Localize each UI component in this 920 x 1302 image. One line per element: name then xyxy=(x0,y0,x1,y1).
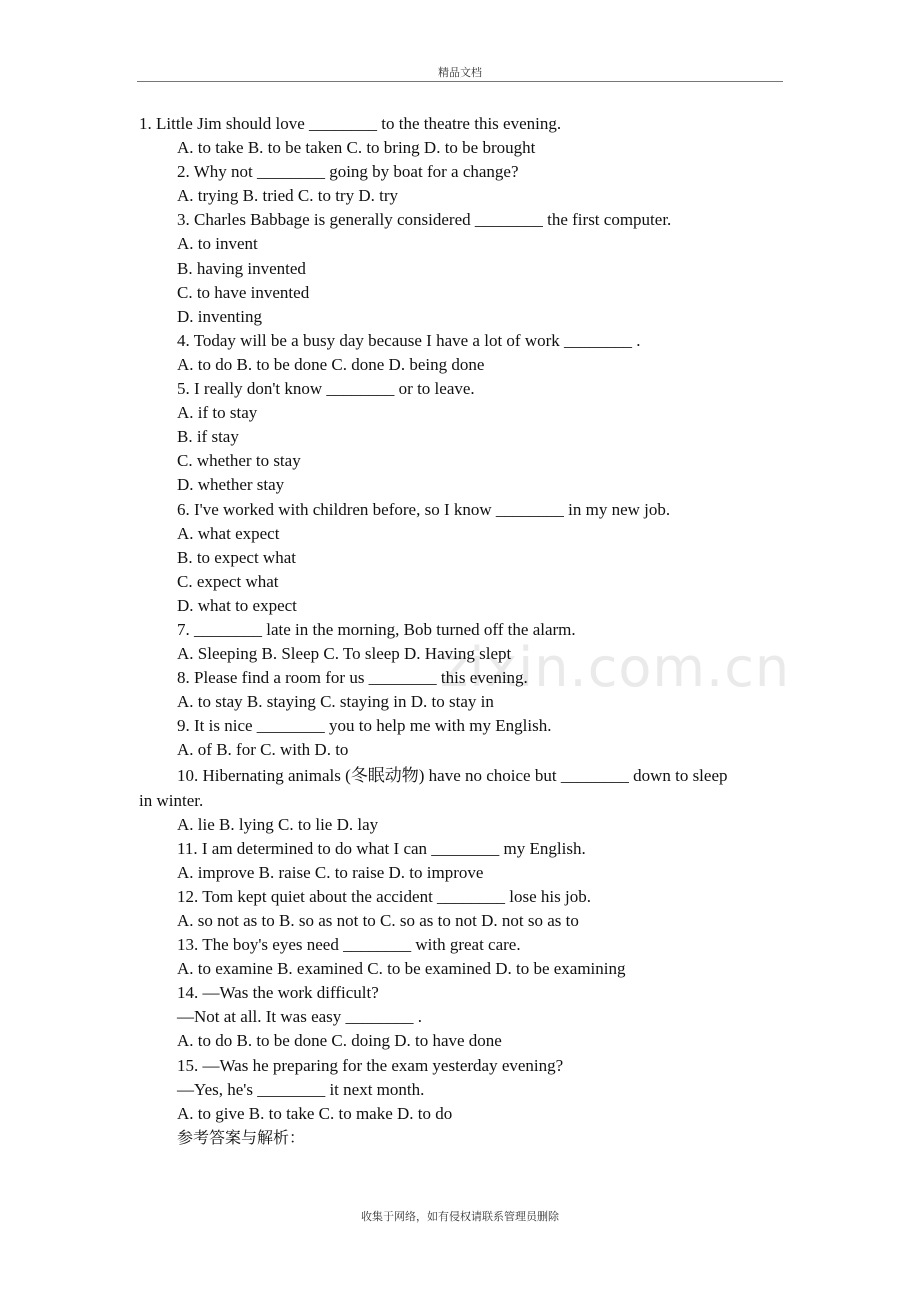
option-3d: D. inventing xyxy=(177,306,262,326)
option-6a: A. what expect xyxy=(177,523,280,543)
option-3c: C. to have invented xyxy=(177,282,310,302)
answer-key-heading: 参考答案与解析： xyxy=(177,1127,306,1147)
question-2: 2. Why not ________ going by boat for a change? xyxy=(177,162,519,182)
question-6: 6. I've worked with children before, so I know ________ in my new job. xyxy=(177,499,671,519)
question-9: 9. It is nice ________ you to help me with my English. xyxy=(177,716,552,736)
question-4: 4. Today will be a busy day because I have a lot of work ________ . xyxy=(177,330,641,350)
question-15-reply: —Yes, he's ________ it next month. xyxy=(177,1079,425,1099)
page-header: 精品文档 xyxy=(438,66,482,79)
question-10: 10. Hibernating animals (冬眠动物) have no choice but ________ down to sleep xyxy=(177,765,728,785)
option-5c: C. whether to stay xyxy=(177,451,301,471)
watermark: zixin.com.cn xyxy=(440,636,791,699)
option-3b: B. having invented xyxy=(177,258,306,278)
question-10-continued: in winter. xyxy=(139,790,204,810)
question-14: 14. —Was the work difficult? xyxy=(177,983,379,1003)
options-10: A. lie B. lying C. to lie D. lay xyxy=(177,814,379,834)
options-9: A. of B. for C. with D. to xyxy=(177,740,349,760)
question-1: 1. Little Jim should love ________ to the theatre this evening. xyxy=(139,114,562,133)
question-5: 5. I really don't know ________ or to leave. xyxy=(177,379,475,399)
option-5a: A. if to stay xyxy=(177,403,258,423)
options-1: A. to take B. to be taken C. to bring D. to be brought xyxy=(177,138,536,158)
option-6b: B. to expect what xyxy=(177,547,296,567)
header-divider xyxy=(137,81,783,82)
option-6d: D. what to expect xyxy=(177,595,297,615)
options-12: A. so not as to B. so as not to C. so as to not D. not so as to xyxy=(177,911,579,930)
question-8: 8. Please find a room for us ________ this evening. xyxy=(177,668,528,688)
options-2: A. trying B. tried C. to try D. try xyxy=(177,186,398,206)
question-13: 13. The boy's eyes need ________ with great care. xyxy=(177,935,521,955)
document-body xyxy=(139,112,789,1150)
question-3: 3. Charles Babbage is generally considered ________ the first computer. xyxy=(177,210,672,230)
options-11: A. improve B. raise C. to raise D. to improve xyxy=(177,862,484,882)
option-6c: C. expect what xyxy=(177,571,279,591)
question-12: 12. Tom kept quiet about the accident ________ lose his job. xyxy=(177,886,591,906)
options-13: A. to examine B. examined C. to be examined D. to be examining xyxy=(177,959,626,979)
options-8: A. to stay B. staying C. staying in D. to stay in xyxy=(177,692,494,712)
page-footer: 收集于网络，如有侵权请联系管理员删除 xyxy=(361,1210,559,1223)
options-4: A. to do B. to be done C. done D. being done xyxy=(177,354,485,374)
question-15: 15. —Was he preparing for the exam yesterday evening? xyxy=(177,1055,564,1075)
options-7: A. Sleeping B. Sleep C. To sleep D. Having slept xyxy=(177,644,512,664)
option-5b: B. if stay xyxy=(177,427,239,447)
options-15: A. to give B. to take C. to make D. to do xyxy=(177,1103,453,1123)
question-7: 7. ________ late in the morning, Bob turned off the alarm. xyxy=(177,619,576,639)
question-14-reply: —Not at all. It was easy ________ . xyxy=(177,1007,423,1027)
option-5d: D. whether stay xyxy=(177,475,285,495)
option-3a: A. to invent xyxy=(177,234,258,254)
question-11: 11. I am determined to do what I can ________ my English. xyxy=(177,838,586,858)
options-14: A. to do B. to be done C. doing D. to have done xyxy=(177,1031,502,1051)
